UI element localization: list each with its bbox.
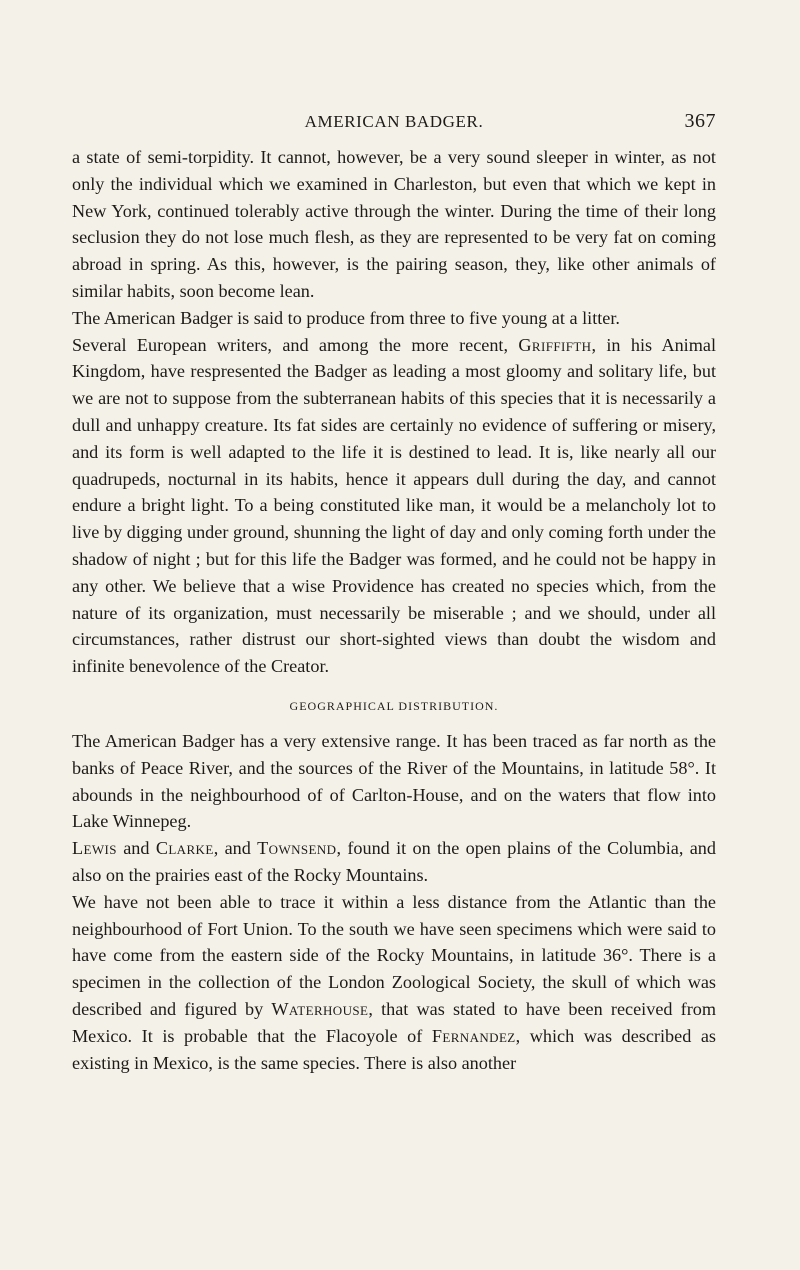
- author-name-clarke: Clarke: [155, 838, 214, 859]
- paragraph-3-rest: , in his Animal Kingdom, have respresented the Badger as leading a most gloomy and solitary life, but we are not to suppose from the subterranean habits of this species that it is necessarily a dull and unhappy creature. Its fat sides are certainly no evidence of suffering or misery, and its form is well adapted to the life it is destined to lead. It is, like nearly all our quadrupeds, nocturnal in its habits, hence it appears dull during the day, and cannot endure a bright light. To a being constituted like man, it would be a melancholy lot to live by digging under ground, shunning the light of day and only coming forth under the shadow of night ; but for this life the Badger was formed, and he could not be happy in any other. We believe that a wise Providence has created no species which, from the nature of its organization, must necessarily be miserable ; and we should, under all circumstances, rather distrust our short-sighted views than doubt the wisdom and infinite benevolence of the Creator.: [72, 334, 717, 677]
- paragraph-3: [72, 332, 716, 680]
- paragraph-6: [72, 889, 716, 1077]
- paragraph-3-start: Several European writers, and among the more recent,: [72, 334, 519, 355]
- paragraph-1: a state of semi-torpidity. It cannot, however, be a very sound sleeper in winter, as not only the individual which we examined in Charleston, but even that which we kept in New York, continued tolerably active through the winter. During the time of their long seclusion they do not lose much flesh, as they are represented to be very fat on coming abroad in spring. As this, however, is the pairing season, they, like other animals of similar habits, soon become lean.: [72, 147, 716, 301]
- author-name-townsend: Townsend: [257, 838, 337, 859]
- paragraph-2: The American Badger is said to produce from three to five young at a litter.: [72, 307, 620, 328]
- paragraph-5: [72, 835, 716, 889]
- paragraph-5-and-2: , and: [213, 838, 258, 859]
- author-name-lewis: Lewis: [72, 838, 117, 859]
- paragraph-6-rest: , which was described as existing in Mexico, is the same species. There is also another: [72, 1025, 716, 1073]
- page-number: 367: [684, 110, 716, 132]
- body-text: [72, 144, 716, 1076]
- paragraph-5-and: and: [116, 838, 156, 859]
- paragraph-6-mid: , that was stated to have been received from Mexico. It is probable that the Flacoyole of: [72, 998, 717, 1046]
- paragraph-6-start: We have not been able to trace it within a less distance from the Atlantic than the neighbourhood of Fort Union. To the south we have seen specimens which were said to have come from the eastern side of the Rocky Mountains, in latitude 36°. There is a specimen in the collection of the London Zoological Society, the skull of which was described and figured by: [72, 891, 716, 1019]
- paragraph-4: The American Badger has a very extensive range. It has been traced as far north as the banks of Peace River, and the sources of the River of the Mountains, in latitude 58°. It abounds in the neighbourhood of of Carlton-House, and on the waters that flow into Lake Winnepeg.: [72, 730, 716, 832]
- paragraph-5-rest: , found it on the open plains of the Columbia, and also on the prairies east of the Rocky Mountains.: [72, 838, 716, 885]
- running-head: [72, 112, 716, 138]
- author-name-waterhouse: Waterhouse: [271, 998, 369, 1019]
- author-name-griffith: Griffifth: [518, 334, 592, 355]
- running-title: AMERICAN BADGER.: [304, 112, 484, 131]
- author-name-fernandez: Fernandez: [431, 1025, 516, 1046]
- section-heading: GEOGRAPHICAL DISTRIBUTION.: [289, 698, 499, 713]
